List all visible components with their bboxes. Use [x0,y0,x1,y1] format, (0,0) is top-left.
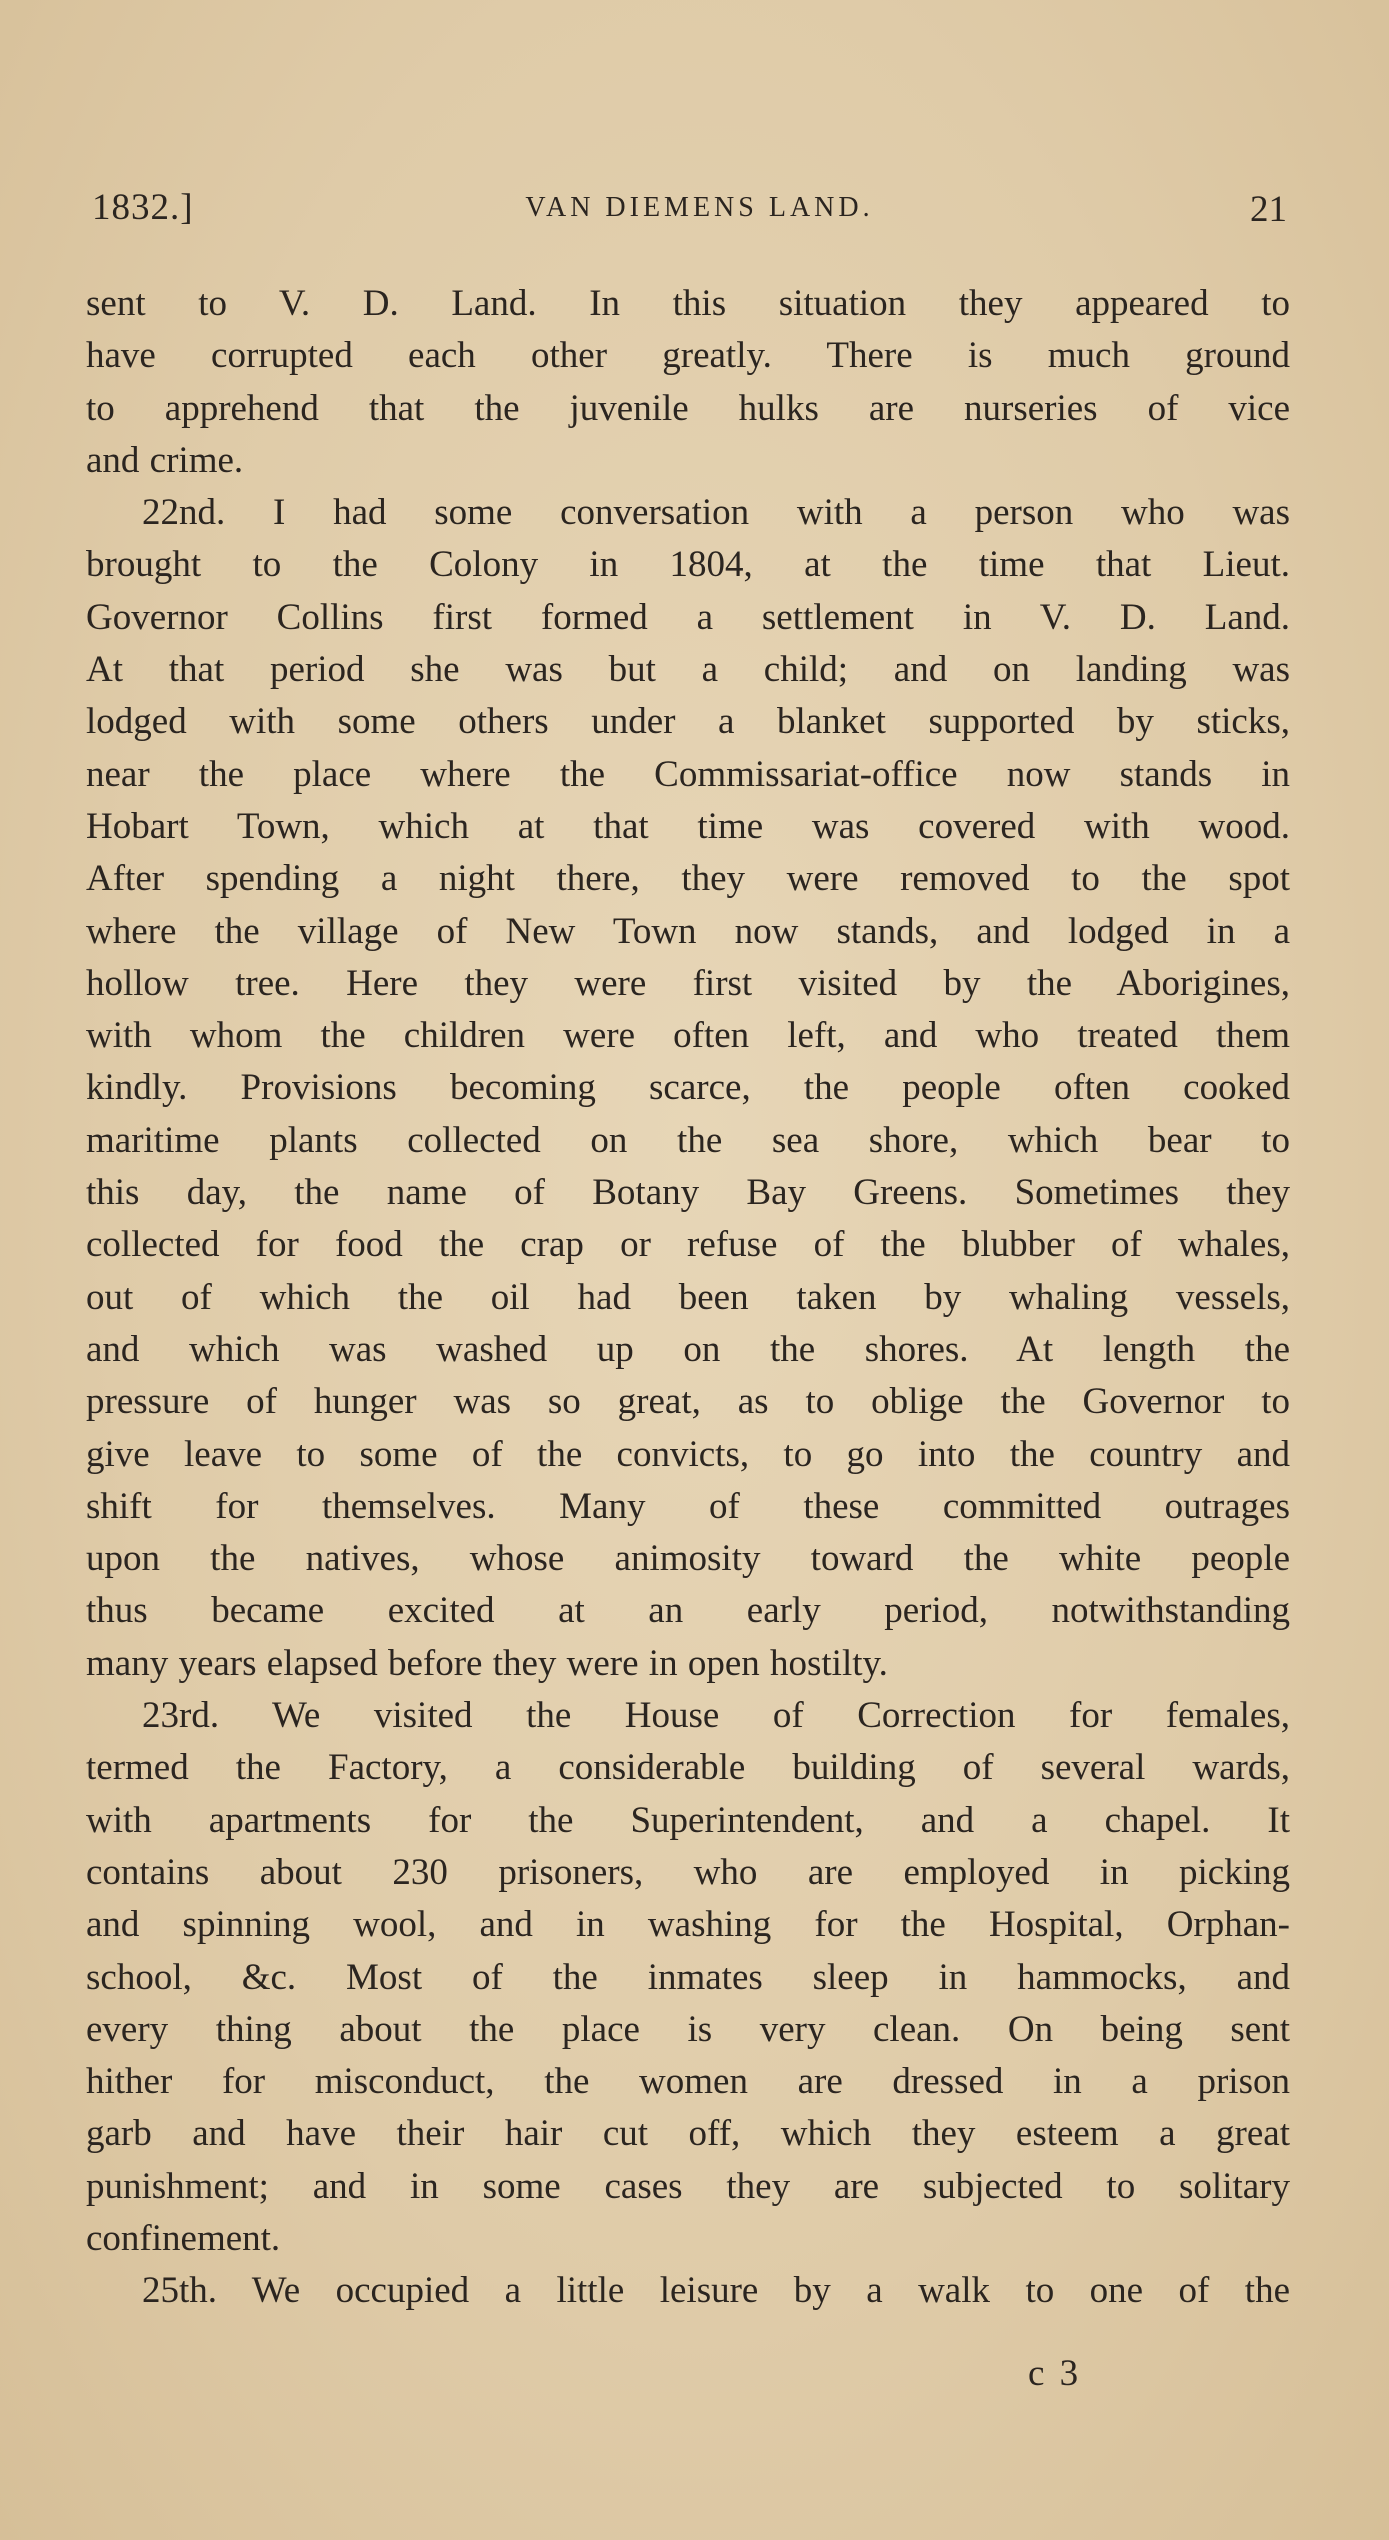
text-line: garb and have their hair cut off, which they esteem a great [86,2113,1290,2155]
header-title: VAN DIEMENS LAND. [525,192,874,223]
text-line: brought to the Colony in 1804, at the time that Lieut. [86,544,1290,586]
text-line: out of which the oil had been taken by whaling vessels, [86,1276,1290,1318]
text-line: contains about 230 prisoners, who are employed in picking [86,1851,1290,1893]
text-line: near the place where the Commissariat-office now stands in [86,753,1290,795]
text-line: with apartments for the Superintendent, and a chapel. It [86,1799,1290,1841]
text-line: and crime. [86,439,244,481]
text-line: 22nd. I had some conversation with a person who was [142,492,1290,534]
text-line: and which was washed up on the shores. At length the [86,1328,1290,1370]
text-line: hollow tree. Here they were first visited by the Aborigines, [86,962,1290,1004]
text-line: confinement. [86,2217,281,2259]
body-text [86,278,1290,2318]
text-line: termed the Factory, a considerable building of several wards, [86,1747,1290,1789]
text-line: give leave to some of the convicts, to go into the country and [86,1433,1290,1475]
text-line: where the village of New Town now stands, and lodged in a [86,910,1290,952]
text-line: After spending a night there, they were removed to the spot [86,858,1290,900]
text-line: many years elapsed before they were in open hostilty. [86,1642,888,1684]
header-year: 1832.] [92,187,194,228]
text-line: punishment; and in some cases they are subjected to solitary [86,2165,1290,2207]
text-line: school, &c. Most of the inmates sleep in hammocks, and [86,1956,1290,1998]
signature-mark: c 3 [1028,2353,1082,2394]
text-line: shift for themselves. Many of these committed outrages [86,1485,1290,1527]
text-line: have corrupted each other greatly. There is much ground [86,335,1290,377]
text-line: and spinning wool, and in washing for the Hospital, Orphan- [86,1904,1290,1946]
text-line: with whom the children were often left, and who treated them [86,1015,1290,1057]
text-line: maritime plants collected on the sea shore, which bear to [86,1119,1290,1161]
text-line: Hobart Town, which at that time was covered with wood. [86,805,1290,847]
text-line: At that period she was but a child; and on landing was [86,649,1290,691]
text-line: thus became excited at an early period, notwithstanding [86,1590,1290,1632]
text-line: Governor Collins first formed a settlement in V. D. Land. [86,596,1290,638]
text-line: upon the natives, whose animosity toward the white people [86,1538,1290,1580]
text-line: to apprehend that the juvenile hulks are nurseries of vice [86,387,1290,429]
text-line: hither for misconduct, the women are dressed in a prison [86,2061,1290,2103]
page-number: 21 [1250,189,1287,230]
text-line: kindly. Provisions becoming scarce, the people often cooked [86,1067,1290,1109]
text-line: lodged with some others under a blanket supported by sticks, [86,701,1290,743]
text-line: pressure of hunger was so great, as to oblige the Governor to [86,1381,1290,1423]
text-line: every thing about the place is very clean. On being sent [86,2008,1290,2050]
text-line: 23rd. We visited the House of Correction for females, [142,1695,1290,1737]
running-header [92,186,1287,236]
text-line: this day, the name of Botany Bay Greens. Sometimes they [86,1172,1290,1214]
text-line: sent to V. D. Land. In this situation they appeared to [86,283,1290,324]
text-line: 25th. We occupied a little leisure by a walk to one of the [142,2270,1290,2312]
text-line: collected for food the crap or refuse of the blubber of whales, [86,1224,1290,1266]
